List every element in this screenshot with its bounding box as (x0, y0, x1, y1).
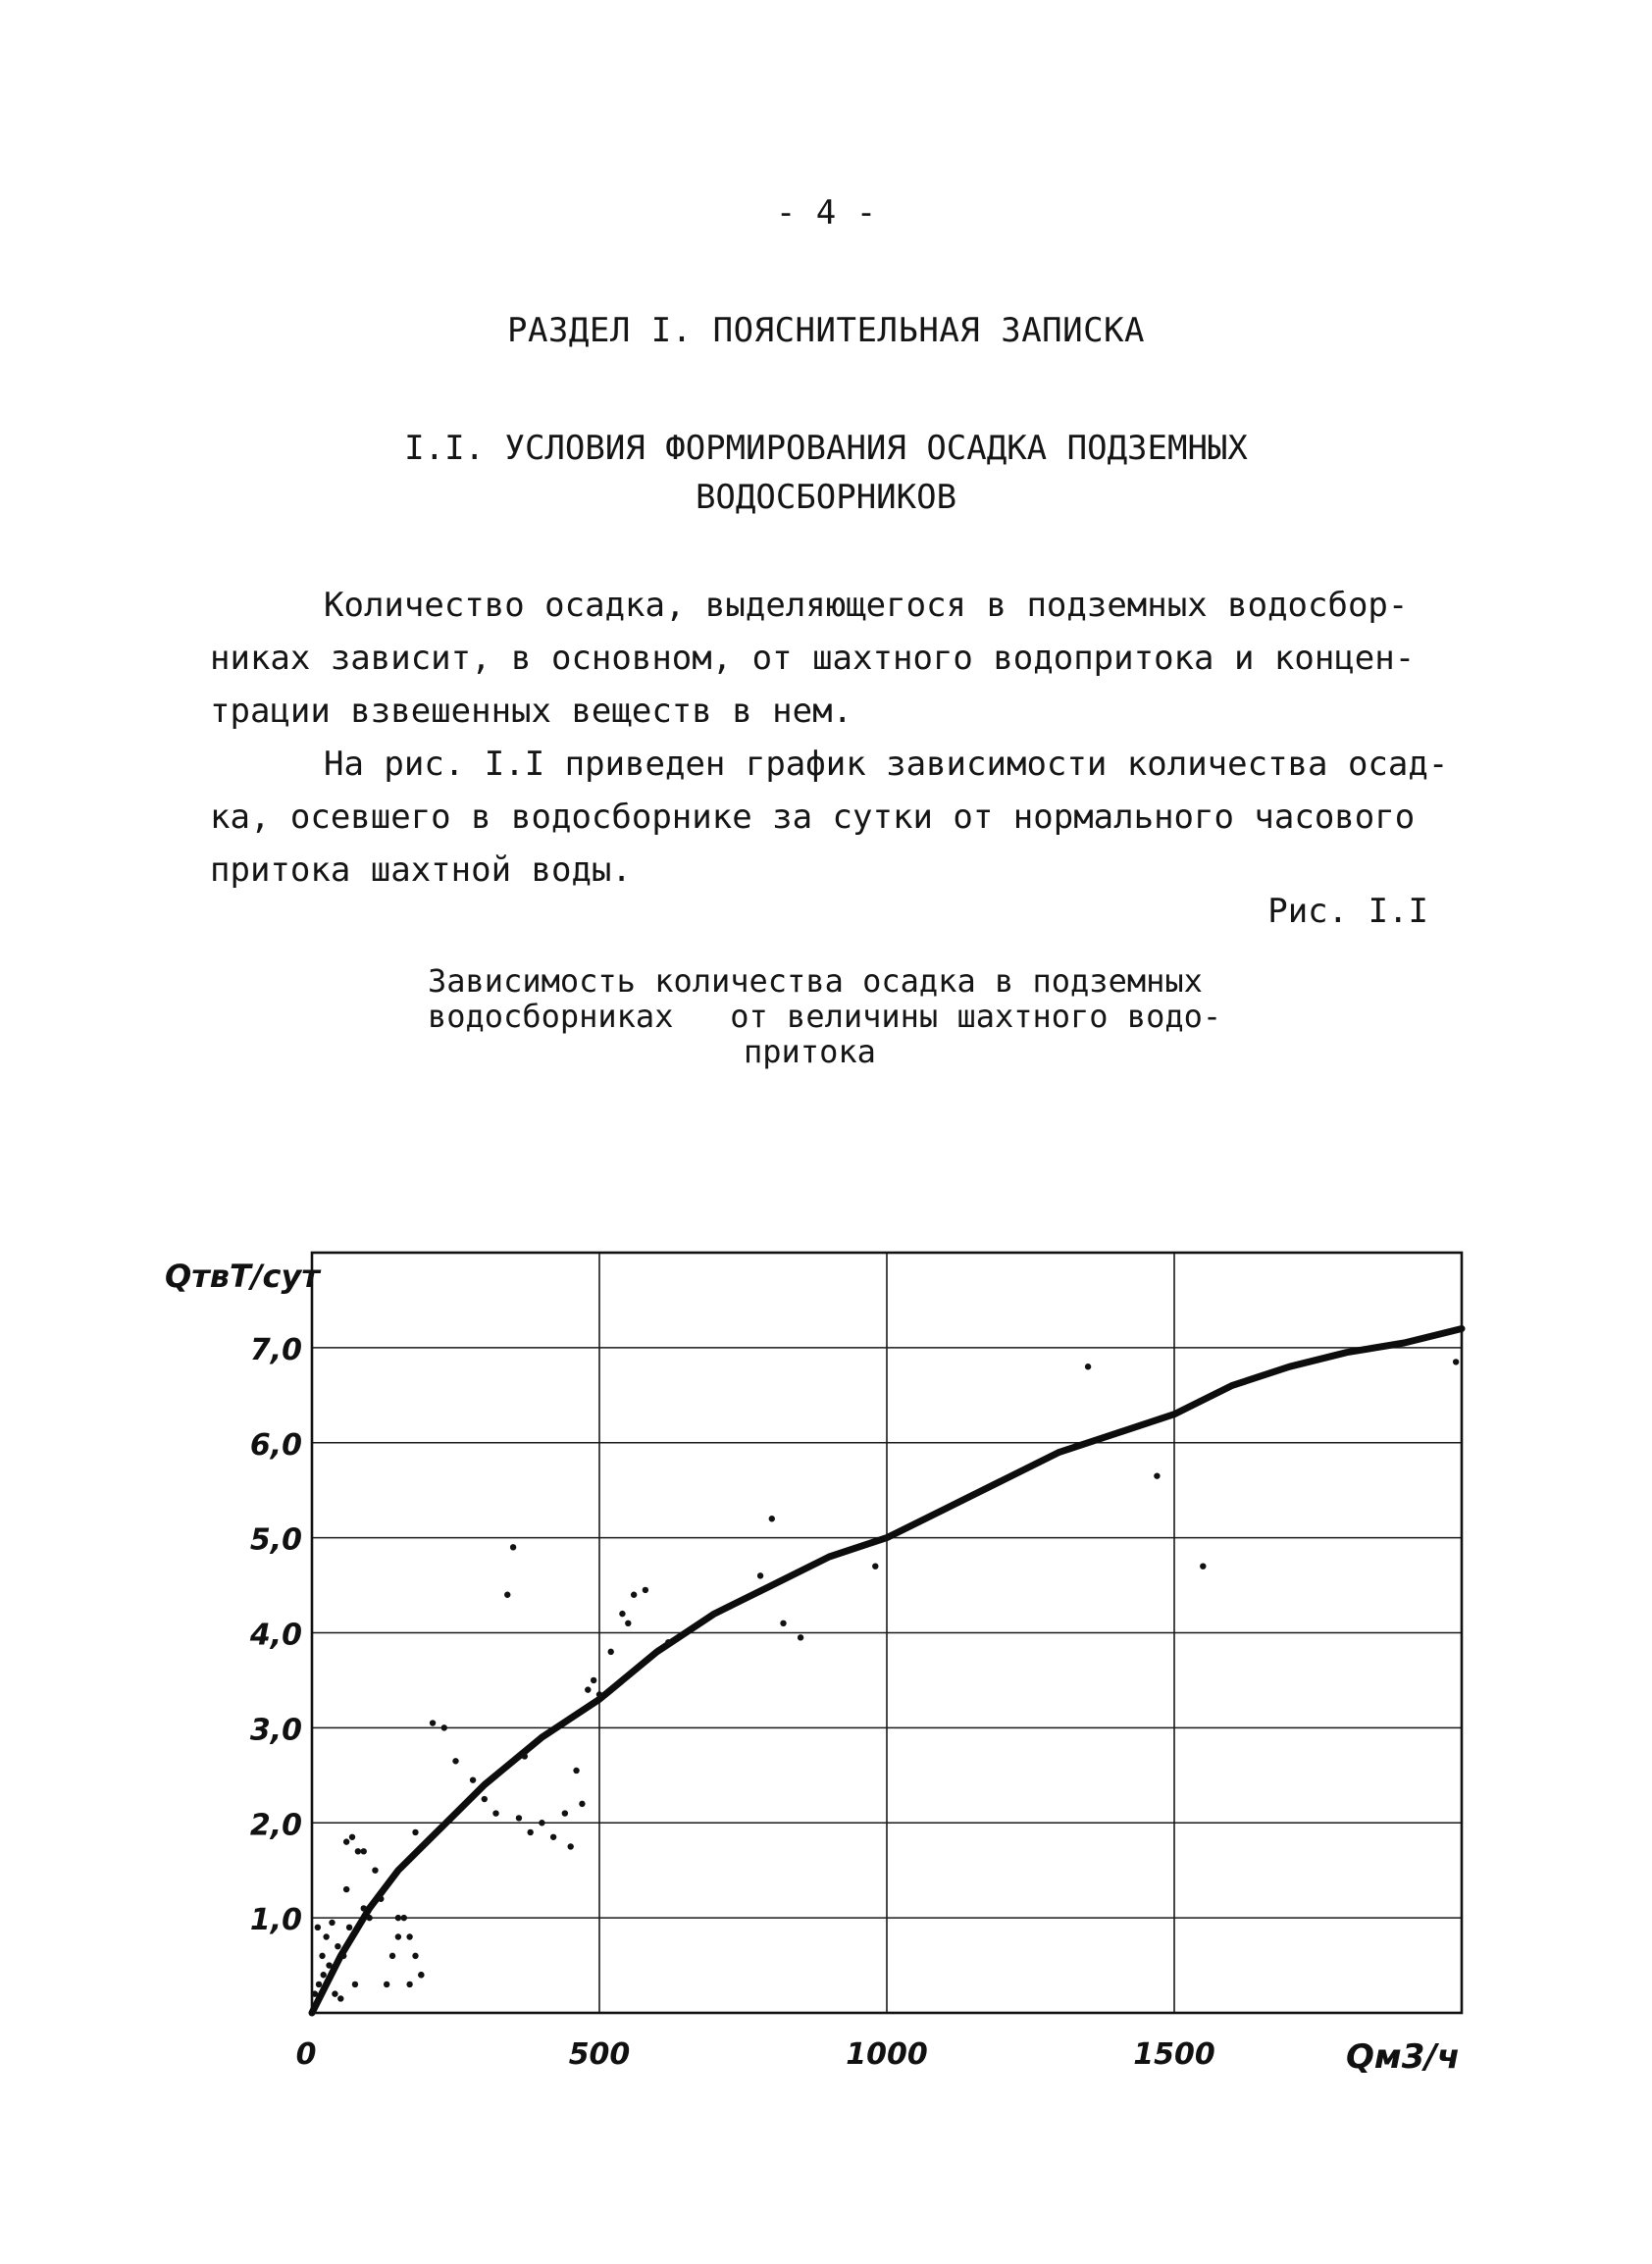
data-point (312, 1990, 318, 1996)
data-point (337, 1995, 343, 2001)
data-point (406, 1981, 412, 1987)
data-point (384, 1981, 389, 1987)
data-point (539, 1820, 544, 1826)
data-point (780, 1621, 786, 1626)
paragraph-2-line-1: На рис. I.I приведен график зависимости количества осад- (324, 745, 1449, 784)
data-point (401, 1915, 407, 1921)
measurement-points (312, 1359, 1460, 2001)
data-point (315, 1925, 321, 1930)
data-point (798, 1634, 803, 1640)
data-point (562, 1810, 568, 1816)
data-point (355, 1848, 361, 1854)
paragraph-1-line-3: трации взвешенных веществ в нем. (210, 692, 853, 731)
data-point (585, 1686, 591, 1692)
data-point (335, 1943, 340, 1949)
data-point (573, 1768, 579, 1774)
data-point (326, 1962, 332, 1968)
data-point (504, 1592, 510, 1598)
x-tick-label: 1500 (1133, 2037, 1215, 2072)
data-point (412, 1829, 418, 1835)
figure-label: Рис. I.I (1267, 892, 1428, 931)
data-point (361, 1848, 367, 1854)
paragraph-2-line-2: ка, осевшего в водосборнике за сутки от нормального часового (210, 798, 1416, 837)
data-point (361, 1905, 367, 1911)
y-tick-label: 4,0 (249, 1618, 302, 1653)
data-point (527, 1829, 533, 1835)
data-point (482, 1796, 488, 1802)
data-point (406, 1933, 412, 1939)
data-point (372, 1867, 378, 1873)
data-point (343, 1886, 349, 1892)
data-point (769, 1516, 775, 1521)
data-point (643, 1587, 648, 1593)
data-point (550, 1834, 556, 1840)
paragraph-2-line-3: притока шахтной воды. (210, 850, 632, 890)
data-point (346, 1925, 352, 1930)
y-tick-label: 2,0 (249, 1808, 302, 1843)
data-point (608, 1649, 614, 1655)
y-tick-label: 6,0 (249, 1427, 302, 1463)
data-point (470, 1776, 476, 1782)
x-tick-label: 500 (568, 2037, 631, 2072)
data-point (319, 1953, 325, 1959)
data-point (1154, 1472, 1160, 1478)
data-point (424, 1838, 430, 1844)
data-point (340, 1953, 346, 1959)
data-point (522, 1753, 528, 1759)
data-point (568, 1843, 574, 1849)
x-axis-title: Qм3/ч (1346, 2037, 1461, 2077)
data-point (711, 1611, 717, 1617)
x-tick-label: 0 (295, 2037, 317, 2072)
paragraph-1-line-2: никах зависит, в основном, от шахтного водопритока и концен- (210, 639, 1416, 678)
data-point (884, 1534, 890, 1540)
data-point (619, 1611, 625, 1617)
data-point (395, 1915, 401, 1921)
section-title: РАЗДЕЛ I. ПОЯСНИТЕЛЬНАЯ ЗАПИСКА (506, 311, 1146, 350)
data-point (366, 1915, 372, 1921)
y-tick-label: 3,0 (249, 1713, 302, 1748)
figure-caption-line-1: Зависимость количества осадка в подземных (428, 962, 1203, 1000)
data-point (872, 1563, 878, 1569)
y-axis-title: QтвТ/сут (165, 1258, 320, 1295)
figure-caption-line-3: притока (744, 1033, 876, 1070)
data-point (665, 1639, 671, 1645)
data-point (579, 1801, 585, 1807)
data-point (452, 1758, 458, 1764)
data-point (625, 1621, 631, 1626)
y-tick-label: 5,0 (249, 1522, 302, 1558)
data-point (418, 1972, 424, 1978)
paragraph-1-line-1: Количество осадка, выделяющегося в подземных водосбор- (324, 586, 1409, 625)
y-tick-label: 7,0 (249, 1332, 302, 1367)
x-tick-label: 1000 (846, 2037, 928, 2072)
data-point (757, 1572, 763, 1578)
data-point (352, 1981, 358, 1987)
data-point (631, 1592, 637, 1598)
data-point (378, 1896, 384, 1902)
data-point (323, 1933, 329, 1939)
data-point (441, 1724, 447, 1730)
data-point (329, 1920, 335, 1926)
data-point (412, 1953, 418, 1959)
data-point (516, 1815, 522, 1821)
data-point (1085, 1364, 1091, 1369)
data-point (349, 1834, 355, 1840)
data-point (321, 1972, 327, 1978)
data-point (510, 1544, 516, 1550)
data-point (332, 1990, 337, 1996)
data-point (596, 1691, 602, 1697)
data-point (492, 1810, 498, 1816)
page-number: - 4 - (775, 193, 877, 232)
data-point (591, 1677, 596, 1683)
data-point (343, 1838, 349, 1844)
subsection-title-line-2: ВОДОСБОРНИКОВ (695, 478, 957, 517)
subsection-title-line-1: I.I. УСЛОВИЯ ФОРМИРОВАНИЯ ОСАДКА ПОДЗЕМНЫХ (404, 429, 1248, 468)
axis-labels (165, 1258, 1460, 2077)
y-tick-label: 1,0 (249, 1903, 302, 1938)
data-point (1200, 1563, 1206, 1569)
data-point (395, 1933, 401, 1939)
data-point (316, 1981, 322, 1987)
data-point (389, 1953, 395, 1959)
data-point (430, 1720, 436, 1725)
figure-caption-line-2: водосборниках от величины шахтного водо- (428, 998, 1222, 1035)
data-point (1453, 1359, 1459, 1364)
